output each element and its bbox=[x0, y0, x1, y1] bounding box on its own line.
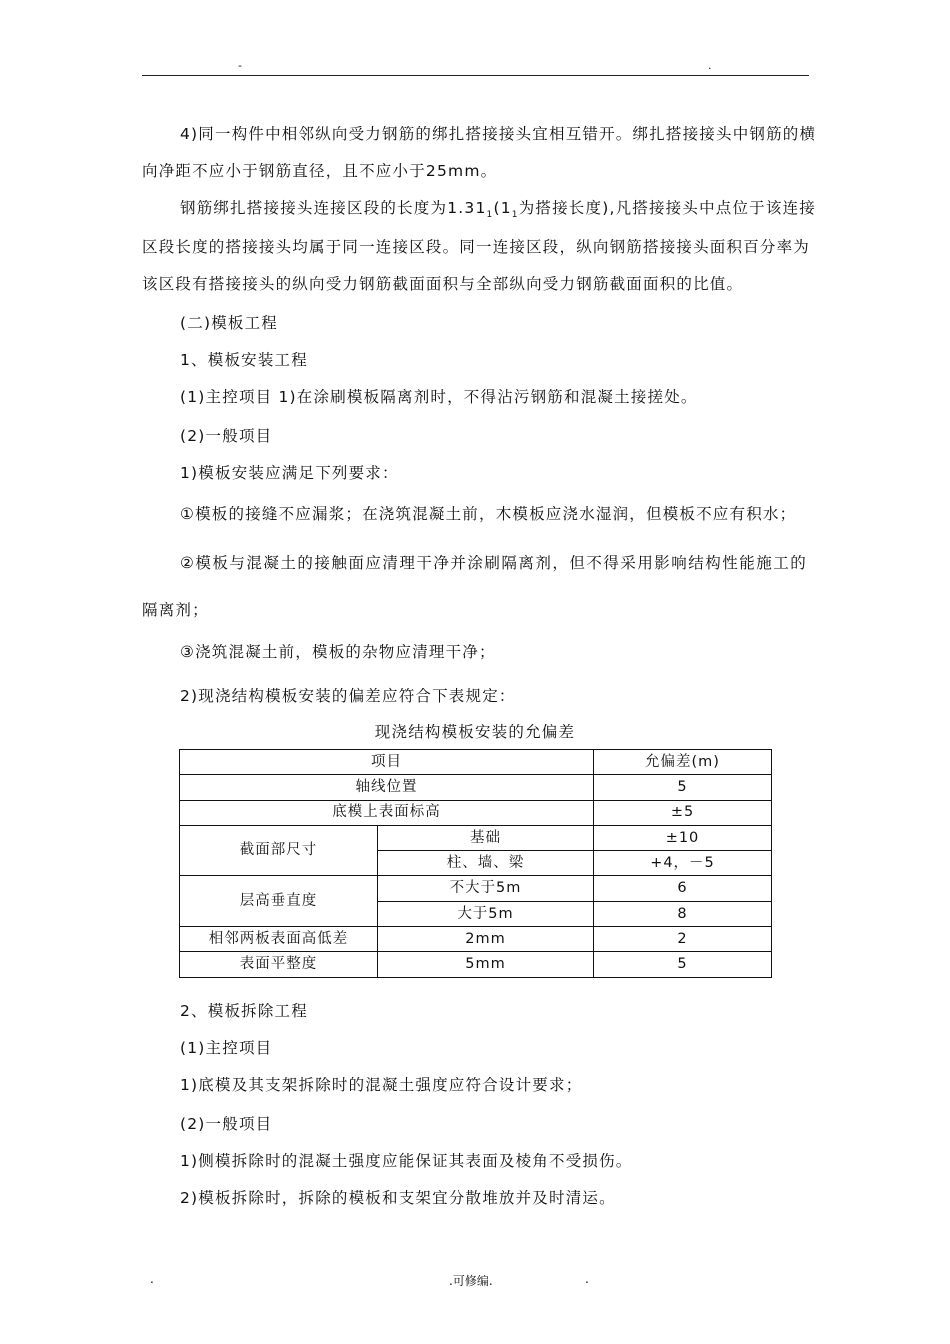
cell-value: ±10 bbox=[594, 825, 772, 850]
cell-item: 底模上表面标高 bbox=[180, 800, 594, 825]
header-right-mark: . bbox=[708, 59, 712, 72]
table-row bbox=[180, 800, 772, 825]
paragraph-line bbox=[180, 196, 816, 221]
paragraph-line: 1)侧模拆除时的混凝土强度应能保证其表面及棱角不受损伤。 bbox=[180, 1152, 633, 1170]
paragraph-line: 1)底模及其支架拆除时的混凝土强度应符合设计要求； bbox=[180, 1076, 583, 1094]
cell-value: ±5 bbox=[594, 800, 772, 825]
cell-subitem: 不大于5m bbox=[378, 876, 594, 901]
header-cell-tolerance: 允偏差(m) bbox=[594, 750, 772, 775]
header-rule bbox=[142, 75, 809, 76]
cell-subitem: 5mm bbox=[378, 952, 594, 977]
cell-value: 8 bbox=[594, 901, 772, 926]
cell-value: 5 bbox=[594, 775, 772, 800]
paragraph-line: (2)一般项目 bbox=[180, 1115, 273, 1133]
section-heading: 2、模板拆除工程 bbox=[180, 1002, 308, 1020]
cell-subitem: 2mm bbox=[378, 927, 594, 952]
table-header-row bbox=[180, 750, 772, 775]
paragraph-line: ③浇筑混凝土前，模板的杂物应清理干净； bbox=[180, 643, 496, 661]
subscript: 1 bbox=[511, 210, 519, 221]
text-run: 为搭接长度),凡搭接接头中点位于该连接 bbox=[518, 199, 816, 217]
table-row bbox=[180, 952, 772, 977]
tolerance-table bbox=[179, 749, 772, 978]
cell-group: 层高垂直度 bbox=[180, 876, 378, 927]
paragraph-line: 1)模板安装应满足下列要求： bbox=[180, 464, 399, 482]
cell-subitem: 柱、墙、梁 bbox=[378, 851, 594, 876]
paragraph-line: 区段长度的搭接接头均属于同一连接区段。同一连接区段，纵向钢筋搭接接头面积百分率为 bbox=[142, 238, 811, 256]
paragraph-line: 向净距不应小于钢筋直径，且不应小于25mm。 bbox=[142, 162, 498, 180]
section-heading: (二)模板工程 bbox=[180, 314, 278, 332]
table-row bbox=[180, 775, 772, 800]
cell-item: 表面平整度 bbox=[180, 952, 378, 977]
cell-value: +4，－5 bbox=[594, 851, 772, 876]
footer-left-mark: . bbox=[150, 1272, 154, 1286]
subscript: 1 bbox=[486, 210, 494, 221]
cell-value: 6 bbox=[594, 876, 772, 901]
cell-subitem: 大于5m bbox=[378, 901, 594, 926]
section-heading: 1、模板安装工程 bbox=[180, 351, 308, 369]
paragraph-line: (1)主控项目 1)在涂刷模板隔离剂时，不得沾污钢筋和混凝土接搓处。 bbox=[180, 388, 698, 406]
text-run: (1 bbox=[493, 199, 512, 217]
table-row bbox=[180, 825, 772, 850]
table-row bbox=[180, 927, 772, 952]
paragraph-line: 4)同一构件中相邻纵向受力钢筋的绑扎搭接接头宜相互错开。绑扎搭接接头中钢筋的横 bbox=[180, 125, 817, 143]
table-caption: 现浇结构模板安装的允偏差 bbox=[374, 723, 576, 741]
paragraph-line: 隔离剂； bbox=[142, 601, 209, 619]
paragraph-line: ②模板与混凝土的接触面应清理干净并涂刷隔离剂，但不得采用影响结构性能施工的 bbox=[180, 554, 807, 572]
paragraph-line: 2)模板拆除时，拆除的模板和支架宜分散堆放并及时清运。 bbox=[180, 1189, 616, 1207]
cell-subitem: 基础 bbox=[378, 825, 594, 850]
paragraph-line: ①模板的接缝不应漏浆；在浇筑混凝土前，木模板应浇水湿润，但模板不应有积水； bbox=[180, 505, 797, 523]
cell-item: 轴线位置 bbox=[180, 775, 594, 800]
cell-value: 5 bbox=[594, 952, 772, 977]
paragraph-line: 该区段有搭接接头的纵向受力钢筋截面面积与全部纵向受力钢筋截面面积的比值。 bbox=[142, 275, 744, 293]
header-left-mark: - bbox=[238, 59, 242, 72]
paragraph-line: (1)主控项目 bbox=[180, 1039, 273, 1057]
paragraph-line: (2)一般项目 bbox=[180, 427, 273, 445]
cell-group: 截面部尺寸 bbox=[180, 825, 378, 876]
footer-center-text: .可修编. bbox=[449, 1274, 493, 1288]
header-cell-item: 项目 bbox=[180, 750, 594, 775]
paragraph-line: 2)现浇结构模板安装的偏差应符合下表规定： bbox=[180, 687, 516, 705]
cell-item: 相邻两板表面高低差 bbox=[180, 927, 378, 952]
cell-value: 2 bbox=[594, 927, 772, 952]
text-run: 钢筋绑扎搭接接头连接区段的长度为1.31 bbox=[180, 199, 487, 217]
table-row bbox=[180, 876, 772, 901]
footer-right-mark: . bbox=[585, 1272, 589, 1286]
